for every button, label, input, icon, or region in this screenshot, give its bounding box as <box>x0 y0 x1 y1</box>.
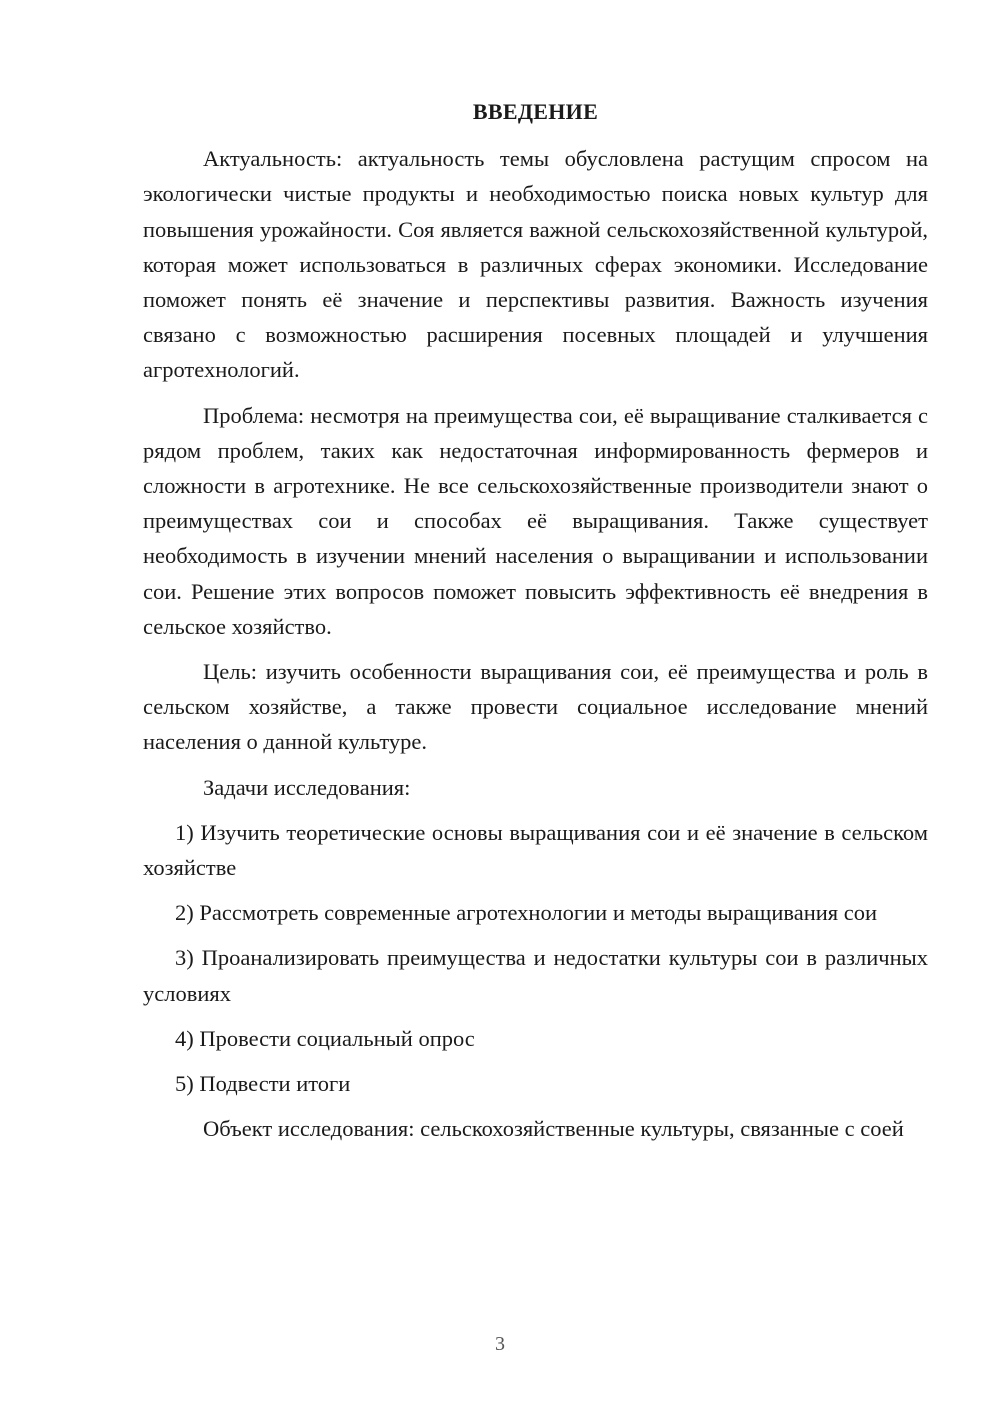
task-item-5: 5) Подвести итоги <box>175 1071 351 1097</box>
page-number: 3 <box>495 1333 505 1355</box>
task-item-4: 4) Провести социальный опрос <box>175 1025 475 1051</box>
paragraph-object: Объект исследования: сельскохозяйственные культуры, связанные с соей <box>203 1116 904 1142</box>
task-item-3: 3) Проанализировать преимущества и недостатки культуры сои в различных условиях <box>143 945 928 1006</box>
paragraph-relevance: Актуальность: актуальность темы обусловлена растущим спросом на экологически чистые продукты и необходимостью поиска новых культур для повышения урожайности. Соя является важной сельскохозяйственной культурой, которая может использоваться в различных сферах экономики. Исследование поможет понять её значение и перспективы развития. Важность изучения связано с возможностью расширения посевных площадей и улучшения агротехнологий. <box>143 146 928 383</box>
page-content <box>143 94 928 1156</box>
section-title: ВВЕДЕНИЕ <box>472 99 599 124</box>
paragraph-goal: Цель: изучить особенности выращивания сои, её преимущества и роль в сельском хозяйстве, а также провести социальное исследование мнений населения о данной культуре. <box>143 659 928 755</box>
task-item-2: 2) Рассмотреть современные агротехнологии и методы выращивания сои <box>175 900 878 926</box>
tasks-heading: Задачи исследования: <box>203 774 411 800</box>
task-item-1: 1) Изучить теоретические основы выращивания сои и её значение в сельском хозяйстве <box>143 819 928 881</box>
paragraph-problem: Проблема: несмотря на преимущества сои, её выращивание сталкивается с рядом проблем, таких как недостаточная информированность фермеров и сложности в агротехнике. Не все сельскохозяйственные производители знают о преимуществах сои и способах её выращивания. Также существует необходимость в изучении мнений населения о выращивании и использовании сои. Решение этих вопросов поможет повысить эффективность её внедрения в сельское хозяйство. <box>143 402 928 639</box>
